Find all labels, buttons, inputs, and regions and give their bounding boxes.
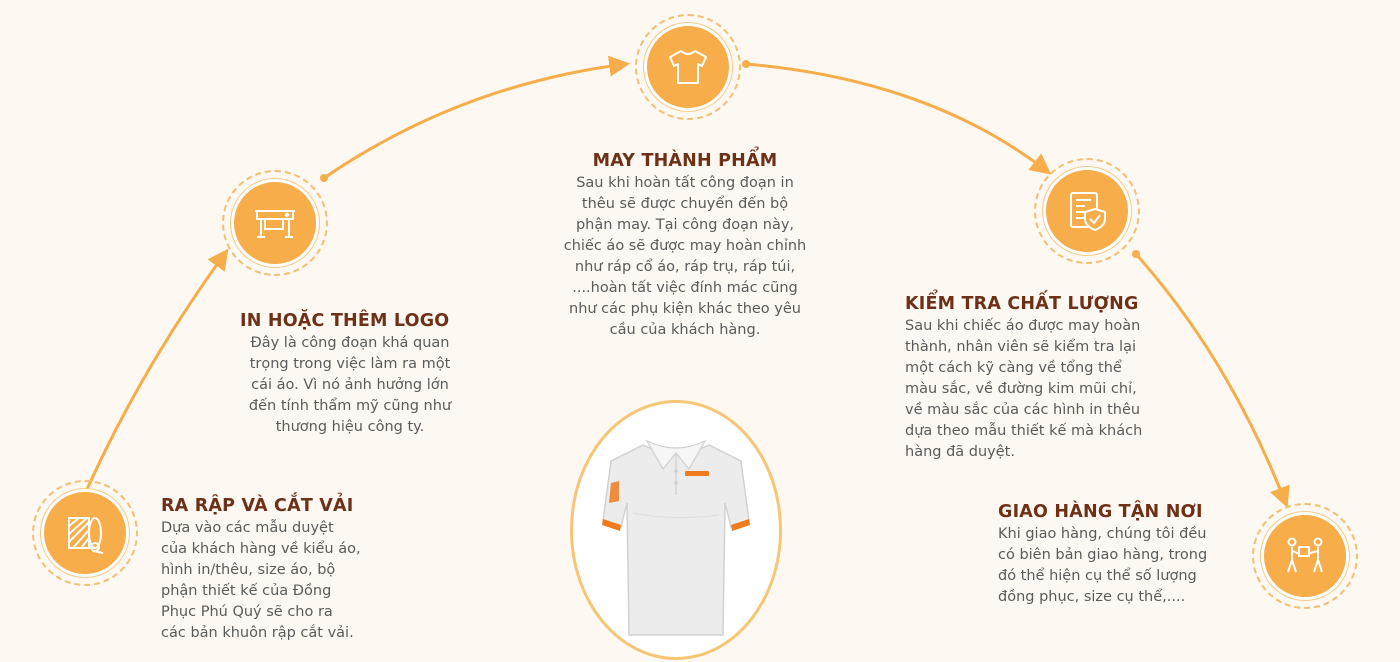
fabric-roll-icon: [61, 509, 109, 557]
step-3-node: [635, 14, 741, 120]
step-3: [555, 151, 815, 341]
step-5-node: [1252, 503, 1358, 609]
quality-check-icon: [1063, 187, 1111, 235]
step-2-node: [222, 170, 328, 276]
step-5: [998, 502, 1228, 608]
printer-icon: [251, 199, 299, 247]
step-1: [161, 496, 401, 644]
step-description: Khi giao hàng, chúng tôi đều có biên bản giao hàng, trong đó thể hiện cụ thể số lượng đồng phục, size cụ thể,....: [998, 526, 1208, 605]
step-4-node: [1034, 158, 1140, 264]
step-title: IN HOẶC THÊM LOGO: [240, 311, 450, 331]
step-1-node: [32, 480, 138, 586]
step-4: [905, 294, 1175, 463]
step-title: RA RẬP VÀ CẮT VẢI: [161, 496, 354, 516]
step-2: [240, 311, 500, 438]
arrow-1-to-2: [84, 252, 226, 496]
step-title: GIAO HÀNG TẬN NƠI: [998, 502, 1203, 522]
step-description: Dựa vào các mẫu duyệt của khách hàng về kiểu áo, hình in/thêu, size áo, bộ phận thiết kế của Đồng Phục Phú Quý sẽ cho ra các bản khuôn rập cắt vải.: [161, 520, 361, 641]
step-title: MAY THÀNH PHẨM: [592, 151, 778, 171]
polo-shirt-illustration: [573, 403, 779, 657]
tshirt-icon: [664, 43, 712, 91]
polo-shirt-image: [570, 400, 782, 660]
step-description: Sau khi hoàn tất công đoạn in thêu sẽ được chuyển đến bộ phận may. Tại công đoạn này, chiếc áo sẽ được may hoàn chỉnh như ráp cổ áo, ráp trụ, ráp túi, ....hoàn tất việc đính mác cũng như các phụ kiện khác theo yêu cầu của khách hàng.: [563, 175, 807, 338]
step-title: KIỂM TRA CHẤT LƯỢNG: [905, 294, 1139, 314]
step-description: Sau khi chiếc áo được may hoàn thành, nhân viên sẽ kiểm tra lại một cách kỹ càng về tổng thể màu sắc, về đường kim mũi chỉ, về màu sắc của các hình in thêu dựa theo mẫu thiết kế mà khách hàng đã duyệt.: [905, 318, 1143, 460]
delivery-icon: [1281, 532, 1329, 580]
step-description: Đây là công đoạn khá quan trọng trong việc làm ra một cái áo. Vì nó ảnh hưởng lớn đến tính thẩm mỹ cũng như thương hiệu công ty.: [248, 335, 452, 435]
